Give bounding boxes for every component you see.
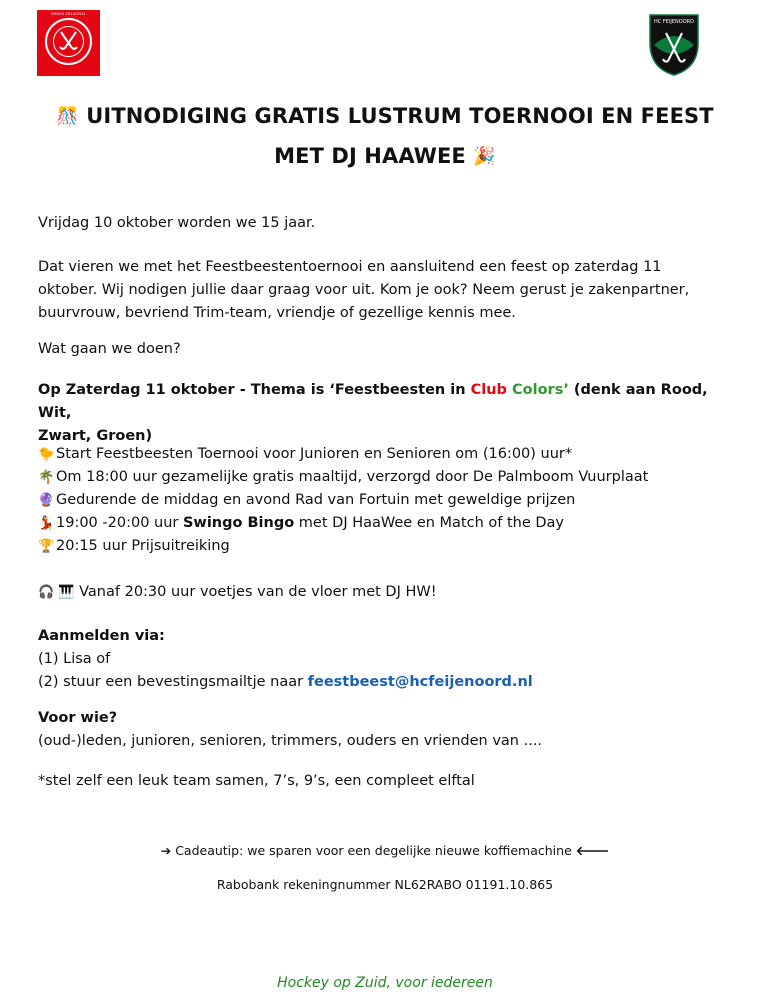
program-item-text: met DJ HaaWee en Match of the Day <box>294 515 565 531</box>
palm-tree-icon: 🌴 <box>38 470 55 485</box>
program-list <box>38 443 728 558</box>
svg-text:HC FEIJENOORD: HC FEIJENOORD <box>654 19 694 25</box>
question-text: Wat gaan we doen? <box>38 341 181 357</box>
register-line-2-text: (2) stuur een bevestingsmailtje naar <box>38 674 308 690</box>
title-text-1: UITNODIGING GRATIS LUSTRUM TOERNOOI EN FEEST <box>86 104 714 128</box>
audience-heading: Voor wie? <box>38 710 118 726</box>
program-item-text: Om 18:00 uur gezamelijke gratis maaltijd, verzorgd door De Palmboom Vuurplaat <box>56 469 649 485</box>
intro-p2-line-3: buurvrouw, bevriend Trim-team, vriendje of gezellige kennis mee. <box>38 305 516 321</box>
chick-icon: 🐤 <box>38 447 55 462</box>
audience-section <box>38 707 728 753</box>
club-crest-right <box>648 13 700 77</box>
program-item-text: 20:15 uur Prijsuitreiking <box>56 538 230 554</box>
dance-line <box>38 581 728 604</box>
arrow-right-icon: ➔ <box>160 843 172 858</box>
register-line-2 <box>38 671 728 694</box>
footer-slogan: Hockey op Zuid, voor iedereen <box>277 975 493 991</box>
intro-p2-line-2: oktober. Wij nodigen jullie daar graag voor uit. Kom je ook? Neem gerust je zakenpartner, <box>38 282 690 298</box>
list-item <box>38 466 728 489</box>
arrow-left-icon: 🡐 <box>575 843 610 858</box>
swingo-bingo-text: Swingo Bingo <box>182 515 295 531</box>
audience-text: (oud-)leden, junioren, senioren, trimmers, ouders en vrienden van .... <box>38 733 543 749</box>
register-line-1: (1) Lisa of <box>38 651 111 667</box>
headphones-keyboard-icon: 🎧 🎹 <box>38 585 75 600</box>
gift-text: Cadeautip: we sparen voor een degelijke nieuwe koffiemachine <box>175 843 572 858</box>
logo-left-top-text: SINDS 2010/2011 <box>51 11 86 16</box>
intro-p2-line-1: Dat vieren we met het Feestbeestentoernooi en aansluitend een feest op zaterdag 11 <box>38 259 662 275</box>
theme-line-2: Zwart, Groen) <box>38 428 153 444</box>
party-popper-icon: 🎉 <box>473 146 496 167</box>
program-item-text: Gedurende de middag en avond Rad van Fortuin met geweldige prijzen <box>56 492 576 508</box>
confetti-ball-icon: 🎊 <box>56 106 79 127</box>
theme-colors-word: Colors’ <box>512 382 569 398</box>
bank-account: Rabobank rekeningnummer NL62RABO 01191.10.865 <box>216 877 554 892</box>
hockey-sticks-icon <box>57 30 80 53</box>
team-note: *stel zelf een leuk team samen, 7’s, 9’s, een compleet elftal <box>38 773 475 789</box>
intro-paragraph-2 <box>38 256 728 325</box>
gift-tip <box>40 843 730 859</box>
dance-text: Vanaf 20:30 uur voetjes van de vloer met DJ HW! <box>79 584 437 600</box>
theme-text-1: Op Zaterdag 11 oktober - Thema is ‘Feestbeesten in <box>38 382 471 398</box>
crystal-ball-icon: 🔮 <box>38 493 55 508</box>
theme-line-1 <box>38 379 728 425</box>
register-section <box>38 625 728 694</box>
program-item-text: Start Feestbeesten Toernooi voor Junioren en Senioren om (16:00) uur* <box>56 446 573 462</box>
title-text-2: MET DJ HAAWEE <box>274 144 466 168</box>
page-title-line-2 <box>40 144 730 168</box>
intro-paragraph-1: Vrijdag 10 oktober worden we 15 jaar. <box>38 215 316 231</box>
list-item <box>38 489 728 512</box>
register-heading: Aanmelden via: <box>38 628 165 644</box>
email-link[interactable]: feestbeest@hcfeijenoord.nl <box>307 674 533 690</box>
theme-text-2: (denk aan Rood, Wit, <box>38 382 708 421</box>
club-logo-left <box>37 10 100 76</box>
crest-icon <box>648 13 700 77</box>
dancer-icon: 💃 <box>38 516 55 531</box>
trophy-icon: 🏆 <box>38 539 55 554</box>
program-item-text: 19:00 -20:00 uur <box>56 515 183 531</box>
page-title-line-1 <box>40 104 730 128</box>
theme-club-word: Club <box>470 382 507 398</box>
list-item <box>38 512 728 535</box>
list-item <box>38 535 728 558</box>
list-item <box>38 443 728 466</box>
theme-paragraph <box>38 379 728 448</box>
